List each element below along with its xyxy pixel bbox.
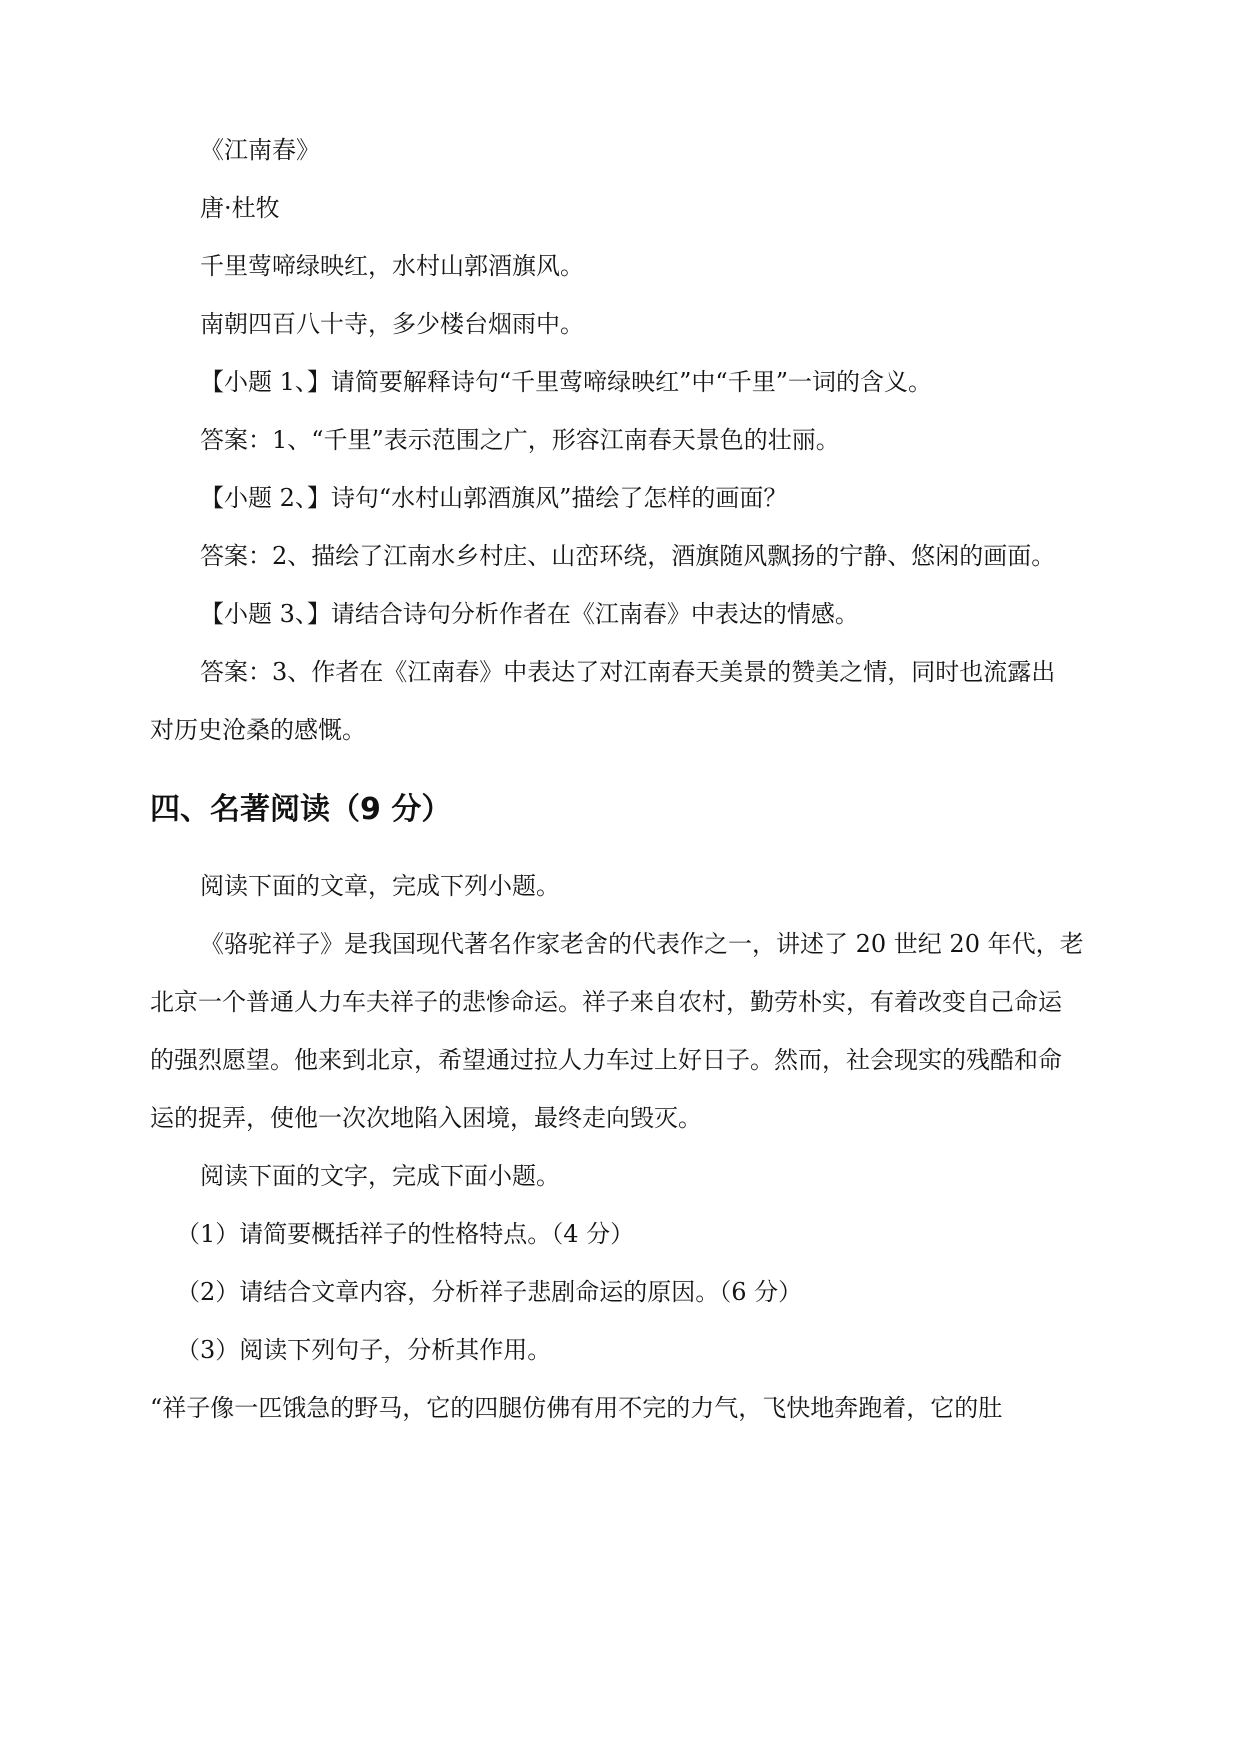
section-intro: 阅读下面的文章，完成下列小题。 bbox=[200, 872, 560, 900]
poem-line-1: 千里莺啼绿映红，水村山郭酒旗风。 bbox=[200, 252, 584, 280]
answer-3-line-2: 对历史沧桑的感慨。 bbox=[150, 716, 366, 744]
answer-1: 答案：1、“千里”表示范围之广，形容江南春天景色的壮丽。 bbox=[200, 426, 840, 454]
sub-question-3: （3）阅读下列句子，分析其作用。 bbox=[176, 1336, 552, 1364]
question-3: 【小题 3、】请结合诗句分析作者在《江南春》中表达的情感。 bbox=[200, 600, 859, 628]
poem-line-2: 南朝四百八十寺，多少楼台烟雨中。 bbox=[200, 310, 584, 338]
sub-question-2: （2）请结合文章内容，分析祥子悲剧命运的原因。（6 分） bbox=[176, 1278, 803, 1306]
section-intro-2: 阅读下面的文字，完成下面小题。 bbox=[200, 1162, 560, 1190]
answer-2: 答案：2、描绘了江南水乡村庄、山峦环绕，酒旗随风飘扬的宁静、悠闲的画面。 bbox=[200, 542, 1056, 570]
sub-question-1: （1）请简要概括祥子的性格特点。（4 分） bbox=[176, 1220, 635, 1248]
question-2: 【小题 2、】诗句“水村山郭酒旗风”描绘了怎样的画面？ bbox=[200, 484, 788, 512]
answer-3-line-1: 答案：3、作者在《江南春》中表达了对江南春天美景的赞美之情，同时也流露出 bbox=[200, 658, 1056, 686]
quote-line-1: “祥子像一匹饿急的野马，它的四腿仿佛有用不完的力气，飞快地奔跑着，它的肚 bbox=[150, 1394, 1003, 1422]
paragraph-line-3: 的强烈愿望。他来到北京，希望通过拉人力车过上好日子。然而，社会现实的残酷和命 bbox=[150, 1046, 1062, 1074]
paragraph-line-4: 运的捉弄，使他一次次地陷入困境，最终走向毁灭。 bbox=[150, 1104, 702, 1132]
question-1: 【小题 1、】请简要解释诗句“千里莺啼绿映红”中“千里”一词的含义。 bbox=[200, 368, 932, 396]
poem-title: 《江南春》 bbox=[200, 136, 320, 164]
paragraph-line-2: 北京一个普通人力车夫祥子的悲惨命运。祥子来自农村，勤劳朴实，有着改变自己命运 bbox=[150, 988, 1062, 1016]
poem-author: 唐·杜牧 bbox=[200, 194, 280, 222]
paragraph-line-1: 《骆驼祥子》是我国现代著名作家老舍的代表作之一，讲述了 20 世纪 20 年代，老 bbox=[200, 930, 1084, 958]
section-heading: 四、名著阅读（9 分） bbox=[150, 792, 452, 827]
